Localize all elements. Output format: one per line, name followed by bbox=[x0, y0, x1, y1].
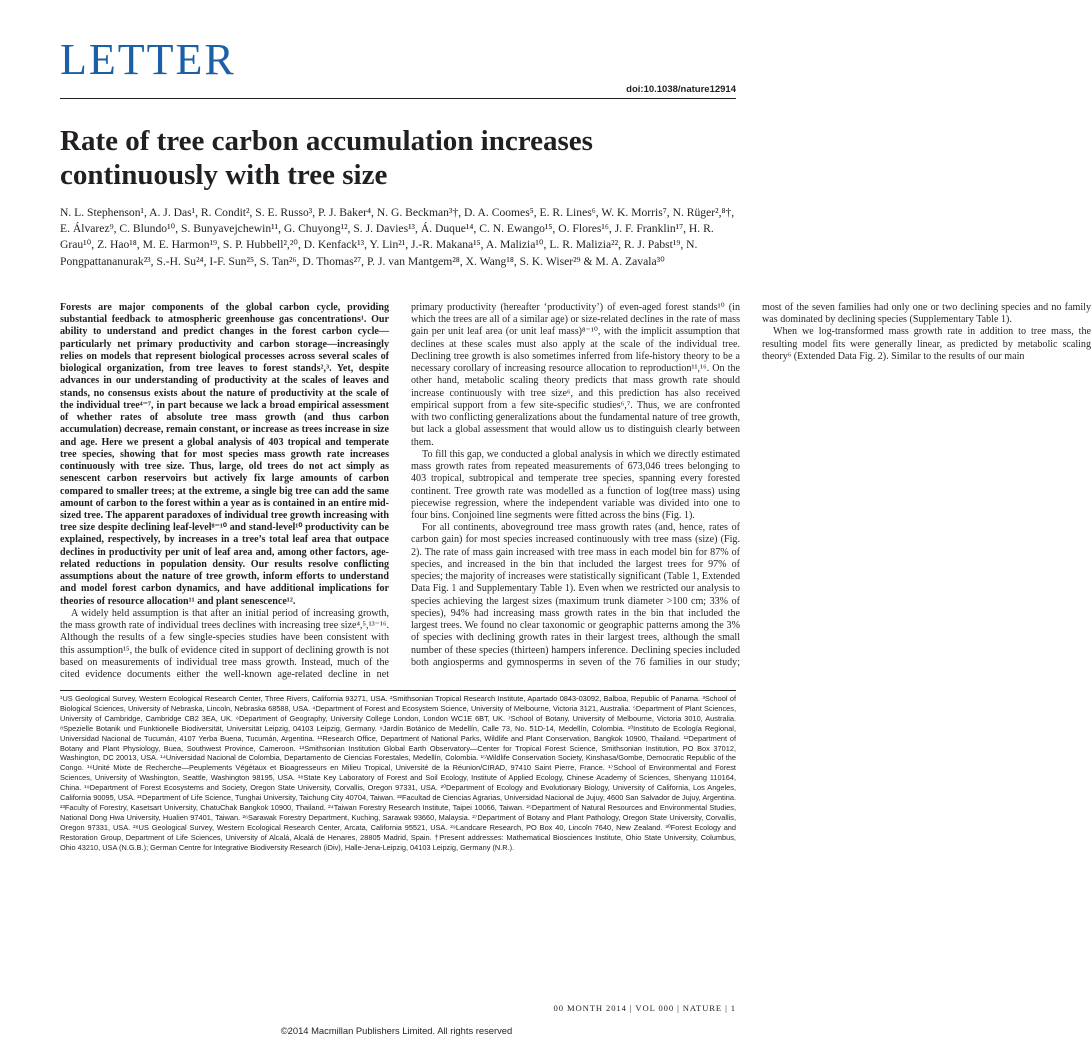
copyright-notice: ©2014 Macmillan Publishers Limited. All rights reserved bbox=[280, 1025, 513, 1036]
body-paragraph-3: For all continents, aboveground tree mass growth rates (and, hence, rates of carbon gain) for most species increased continuously with tree mass (size) (Fig. 2). The rate of mass gain increased with tree mass in each model bin for 87% of species, and increased in the bin that included the largest trees for 97% of species; the majority of increases were statistically significant (Table 1, Extended Data Fig. 1 and Supplementary Table 1). Even when we restricted our analysis to species achieving the largest sizes (maximum trunk diameter >100 cm; 33% of species), 94% had increasing mass growth rates in the bin that included the largest trees. We found no clear taxonomic or geographic patterns among the 3% of species with declining growth rates in their largest trees, although the small number of these species (thirteen) hampers inference. Declining species included both angiosperms and gymnosperms in seven of the 76 families in our study; most of the seven families had only one or two declining species and no family was dominated by declining species (Supplementary Table 1). bbox=[411, 302, 1091, 668]
author-list: N. L. Stephenson¹, A. J. Das¹, R. Condit², S. E. Russo³, P. J. Baker⁴, N. G. Beckman³†, D. A. Coomes⁵, E. R. Lines⁶, W. K. Morris⁷, N. Rüger²,⁸†, E. Álvarez⁹, C. Blundo¹⁰, S. Bunyavejchewin¹¹, G. Chuyong¹², S. J. Davies¹³, Á. Duque¹⁴, C. N. Ewango¹⁵, O. Flores¹⁶, J. F. Franklin¹⁷, H. R. Grau¹⁰, Z. Hao¹⁸, M. E. Harmon¹⁹, S. P. Hubbell²,²⁰, D. Kenfack¹³, Y. Lin²¹, J.-R. Makana¹⁵, A. Malizia¹⁰, L. R. Malizia²², R. J. Pabst¹⁹, N. Pongpattananurak²³, S.-H. Su²⁴, I-F. Sun²⁵, S. Tan²⁶, D. Thomas²⁷, P. J. van Mantgem²⁸, X. Wang¹⁸, S. K. Wiser²⁹ & M. A. Zavala³⁰ bbox=[60, 206, 735, 268]
body-paragraph-2: To fill this gap, we conducted a global analysis in which we directly estimated mass growth rates from repeated measurements of 673,046 trees belonging to 403 tropical, subtropical and temperate tree species, spanning every forested continent. Tree growth rate was modelled as a function of log(tree mass) using piecewise regression, where the independent variable was divided into one to four bins. Conjoined line segments were fitted across the bins (Fig. 1). bbox=[411, 448, 740, 521]
body-paragraph-1: A widely held assumption is that after an initial period of increasing growth, the mass growth rate of individual trees declines with increasing tree size⁴,⁵,¹³⁻¹⁶. Although the results of a few single-species studies have been consistent with this assumption¹⁵, the bulk of evidence cited in support of declining growth is not based on measurements of individual tree mass growth. Instead, much of the cited evidence documents either the well-known age-related decline in net primary productivity (hereafter ‘productivity’) of even-aged forest stands¹⁰ (in which the trees are all of a similar age) or size-related declines in the rate of mass gain per unit leaf area (or unit leaf mass)⁸⁻¹⁰, with the implicit assumption that declines at these scales must also apply at the scale of the individual tree. Declining tree growth is also sometimes inferred from life-history theory to be a necessary corollary of increasing resource allocation to reproduction¹¹,¹⁶. On the other hand, metabolic scaling theory predicts that mass growth rate should increase continuously with tree size⁶, and this prediction has also received empirical support from a few site-specific studies⁶,⁷. Thus, we are confronted with two conflicting generalizations about the fundamental nature of tree growth, but lack a global assessment that would allow us to distinguish clearly between them. bbox=[60, 302, 740, 681]
abstract: Forests are major components of the global carbon cycle, providing substantial feedback to atmospheric greenhouse gas concentrations¹. Our ability to understand and predict changes in the forest carbon cycle—particularly net primary productivity and carbon storage—increasingly relies on models that represent biological processes across several scales of biological organization, from tree leaves to forest stands²,³. Yet, despite advances in our understanding of productivity at the scales of leaves and stands, no consensus exists about the nature of productivity at the scale of the individual tree⁴⁻⁷, in part because we lack a broad empirical assessment of whether rates of absolute tree mass growth (and thus carbon accumulation) decrease, remain constant, or increase as trees increase in size and age. Here we present a global analysis of 403 tropical and temperate tree species, showing that for most species mass growth rate increases continuously with tree size. Thus, large, old trees do not act simply as senescent carbon reservoirs but actively fix large amounts of carbon compared to smaller trees; at the extreme, a single big tree can add the same amount of carbon to the forest within a year as is contained in an entire mid-sized tree. The apparent paradoxes of individual tree growth increasing with tree size despite declining leaf-level⁸⁻¹⁰ and stand-level¹⁰ productivity can be explained, respectively, by increases in a tree’s total leaf area that outpace declines in productivity per unit of leaf area and, among other factors, age-related reductions in population density. Our results resolve conflicting assumptions about the nature of tree growth, inform efforts to understand and model forest carbon dynamics, and have additional implications for theories of resource allocation¹¹ and plant senescence¹². bbox=[60, 302, 389, 607]
body-paragraph-4: When we log-transformed mass growth rate in addition to tree mass, the resulting model fits were generally linear, as predicted by metabolic scaling theory⁶ (Extended Data Fig. 2). Similar to the results of our main bbox=[762, 326, 1091, 362]
section-label: LETTER bbox=[60, 35, 236, 84]
affiliations: ¹US Geological Survey, Western Ecological Research Center, Three Rivers, California 93271, USA. ²Smithsonian Tropical Research Institute, Apartado 0843-03092, Balboa, Republic of Panama. ³School of Biological Sciences, University of Nebraska, Lincoln, Nebraska 68588, USA. ⁴Department of Forest and Ecosystem Science, University of Melbourne, Victoria 3121, Australia. ⁵Department of Plant Sciences, University of Cambridge, Cambridge CB2 3EA, UK. ⁶Department of Geography, University College London, London WC1E 6BT, UK. ⁷School of Botany, University of Melbourne, Victoria 3010, Australia. ⁸Spezielle Botanik und Funktionelle Biodiversität, Universität Leipzig, 04103 Leipzig, Germany. ⁹Jardín Botánico de Medellín, Calle 73, No. 51D-14, Medellín, Colombia. ¹⁰Instituto de Ecología Regional, Universidad Nacional de Tucumán, 4107 Yerba Buena, Tucumán, Argentina. ¹¹Research Office, Department of National Parks, Wildlife and Plant Conservation, Bangkok 10900, Thailand. ¹²Department of Botany and Plant Physiology, Buea, Southwest Province, Cameroon. ¹³Smithsonian Institution Global Earth Observatory—Center for Tropical Forest Science, Smithsonian Institution, PO Box 37012, Washington, DC 20013, USA. ¹⁴Universidad Nacional de Colombia, Departamento de Ciencias Forestales, Medellín, Colombia. ¹⁵Wildlife Conservation Society, Kinshasa/Gombe, Democratic Republic of the Congo. ¹⁶Unité Mixte de Recherche—Peuplements Végétaux et Bioagresseurs en Milieu Tropical, Université de la Réunion/CIRAD, 97410 Saint Pierre, France. ¹⁷School of Environmental and Forest Sciences, University of Washington, Seattle, Washington 98195, USA. ¹⁸State Key Laboratory of Forest and Soil Ecology, Institute of Applied Ecology, Chinese Academy of Sciences, Shenyang 110164, China. ¹⁹Department of Forest Ecosystems and Society, Oregon State University, Corvallis, Oregon 97331, USA. ²⁰Department of Ecology and Evolutionary Biology, University of California, Los Angeles, California 90095, USA. ²¹Department of Life Science, Tunghai University, Taichung City 40704, Taiwan. ²²Facultad de Ciencias Agrarias, Universidad Nacional de Jujuy, 4600 San Salvador de Jujuy, Argentina. ²³Faculty of Forestry, Kasetsart University, ChatuChak Bangkok 10900, Thailand. ²⁴Taiwan Forestry Research Institute, Taipei 10066, Taiwan. ²⁵Department of Natural Resources and Environmental Studies, National Dong Hwa University, Hualien 97401, Taiwan. ²⁶Sarawak Forestry Department, Kuching, Sarawak 93660, Malaysia. ²⁷Department of Botany and Plant Pathology, Oregon State University, Corvallis, Oregon 97331, USA. ²⁸US Geological Survey, Western Ecological Research Center, Arcata, California 95521, USA. ²⁹Landcare Research, PO Box 40, Lincoln 7640, New Zealand. ³⁰Forest Ecology and Restoration Group, Department of Life Sciences, University of Alcalá, Alcalá de Henares, 28805 Madrid, Spain. †Present addresses: Mathematical Biosciences Institute, Ohio State University, Columbus, Ohio 43210, USA (N.G.B.); German Centre for Integrative Biodiversity Research (iDiv), Halle-Jena-Leipzig, 04103 Leipzig, Germany (N.R.). bbox=[60, 694, 736, 852]
doi: doi:10.1038/nature12914 bbox=[626, 84, 736, 95]
article-body bbox=[60, 302, 1091, 684]
affiliations-divider bbox=[60, 690, 736, 691]
page-footer: 00 MONTH 2014 | VOL 000 | NATURE | 1 bbox=[553, 1003, 736, 1013]
header-divider bbox=[60, 98, 736, 99]
article-title: Rate of tree carbon accumulation increases continuously with tree size bbox=[60, 125, 593, 191]
